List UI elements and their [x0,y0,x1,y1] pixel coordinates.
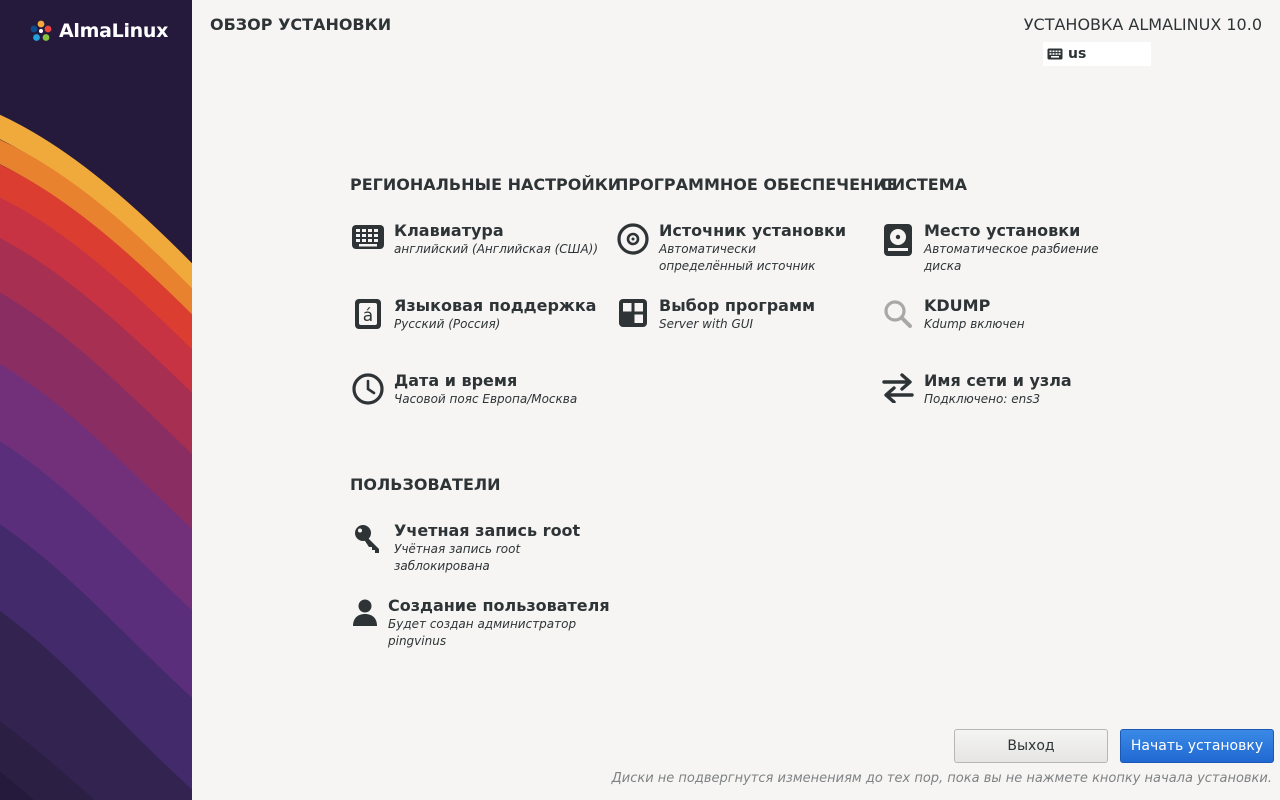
spoke-status: английский (Английская (США)) [394,242,599,256]
network-arrows-icon [880,371,916,407]
sidebar [0,0,192,800]
spoke-status: Учётная запись root заблокирована [394,542,521,573]
spoke-title: Источник установки [659,221,847,240]
footer-warning-note: Диски не подвергнутся изменениям до тех пор, пока вы не нажмете кнопку начала установки. [611,771,1272,786]
spoke-status: Kdump включен [924,317,1025,331]
spoke-title: Место установки [924,221,1081,240]
product-title: УСТАНОВКА ALMALINUX 10.0 [1023,15,1262,34]
user-icon [350,596,380,632]
keyboard-icon [350,221,386,257]
section-heading-system: СИСТЕМА [880,175,968,194]
almalinux-logo [28,18,168,44]
spoke-software-selection[interactable] [615,296,865,333]
main-content [192,0,1280,800]
spoke-status: Server with GUI [659,317,754,331]
spoke-status: Подключено: ens3 [924,392,1041,406]
spoke-network-hostname[interactable] [880,371,1130,408]
keyboard-layout-label: us [1068,46,1087,62]
key-icon [350,521,386,557]
package-grid-icon [615,296,651,332]
spoke-root-account[interactable] [350,521,600,575]
spoke-language-support[interactable] [350,296,600,333]
spoke-title: Учетная запись root [394,521,581,540]
spoke-title: Дата и время [394,371,518,390]
optical-disc-icon [615,221,651,257]
logo-text: AlmaLinux [59,20,169,42]
spoke-title: KDUMP [924,296,991,315]
spoke-status: Автоматически определённый источник [659,242,816,273]
spoke-title: Выбор программ [659,296,816,315]
almalinux-logo-icon [28,18,54,44]
spoke-status: Часовой пояс Европа/Москва [394,392,578,406]
spoke-title: Создание пользователя [388,596,610,615]
magnifier-icon [880,296,916,332]
section-heading-localization: РЕГИОНАЛЬНЫЕ НАСТРОЙКИ [350,175,622,194]
spoke-status: Автоматическое разбиение диска [924,242,1099,273]
sidebar-decoration [0,0,192,800]
spoke-status: Будет создан администратор pingvinus [388,617,577,648]
spoke-title: Языковая поддержка [394,296,597,315]
language-icon [350,296,386,332]
section-heading-software: ПРОГРАММНОЕ ОБЕСПЕЧЕНИЕ [615,175,898,194]
spoke-user-creation[interactable] [350,596,610,650]
spoke-keyboard[interactable] [350,221,600,258]
keyboard-layout-indicator[interactable] [1043,42,1151,66]
section-heading-users: ПОЛЬЗОВАТЕЛИ [350,475,501,494]
page-title: ОБЗОР УСТАНОВКИ [210,15,392,34]
quit-button[interactable]: Выход [954,729,1108,763]
spoke-title: Клавиатура [394,221,504,240]
spoke-date-time[interactable] [350,371,600,408]
keyboard-small-icon [1047,48,1063,60]
spoke-installation-destination[interactable] [880,221,1130,275]
spoke-installation-source[interactable] [615,221,865,275]
spoke-status: Русский (Россия) [394,317,501,331]
hard-disk-icon [880,221,916,257]
spoke-kdump[interactable] [880,296,1130,333]
clock-icon [350,371,386,407]
begin-installation-button[interactable]: Начать установку [1120,729,1274,763]
spoke-title: Имя сети и узла [924,371,1072,390]
svg-text:á: á [362,306,374,326]
